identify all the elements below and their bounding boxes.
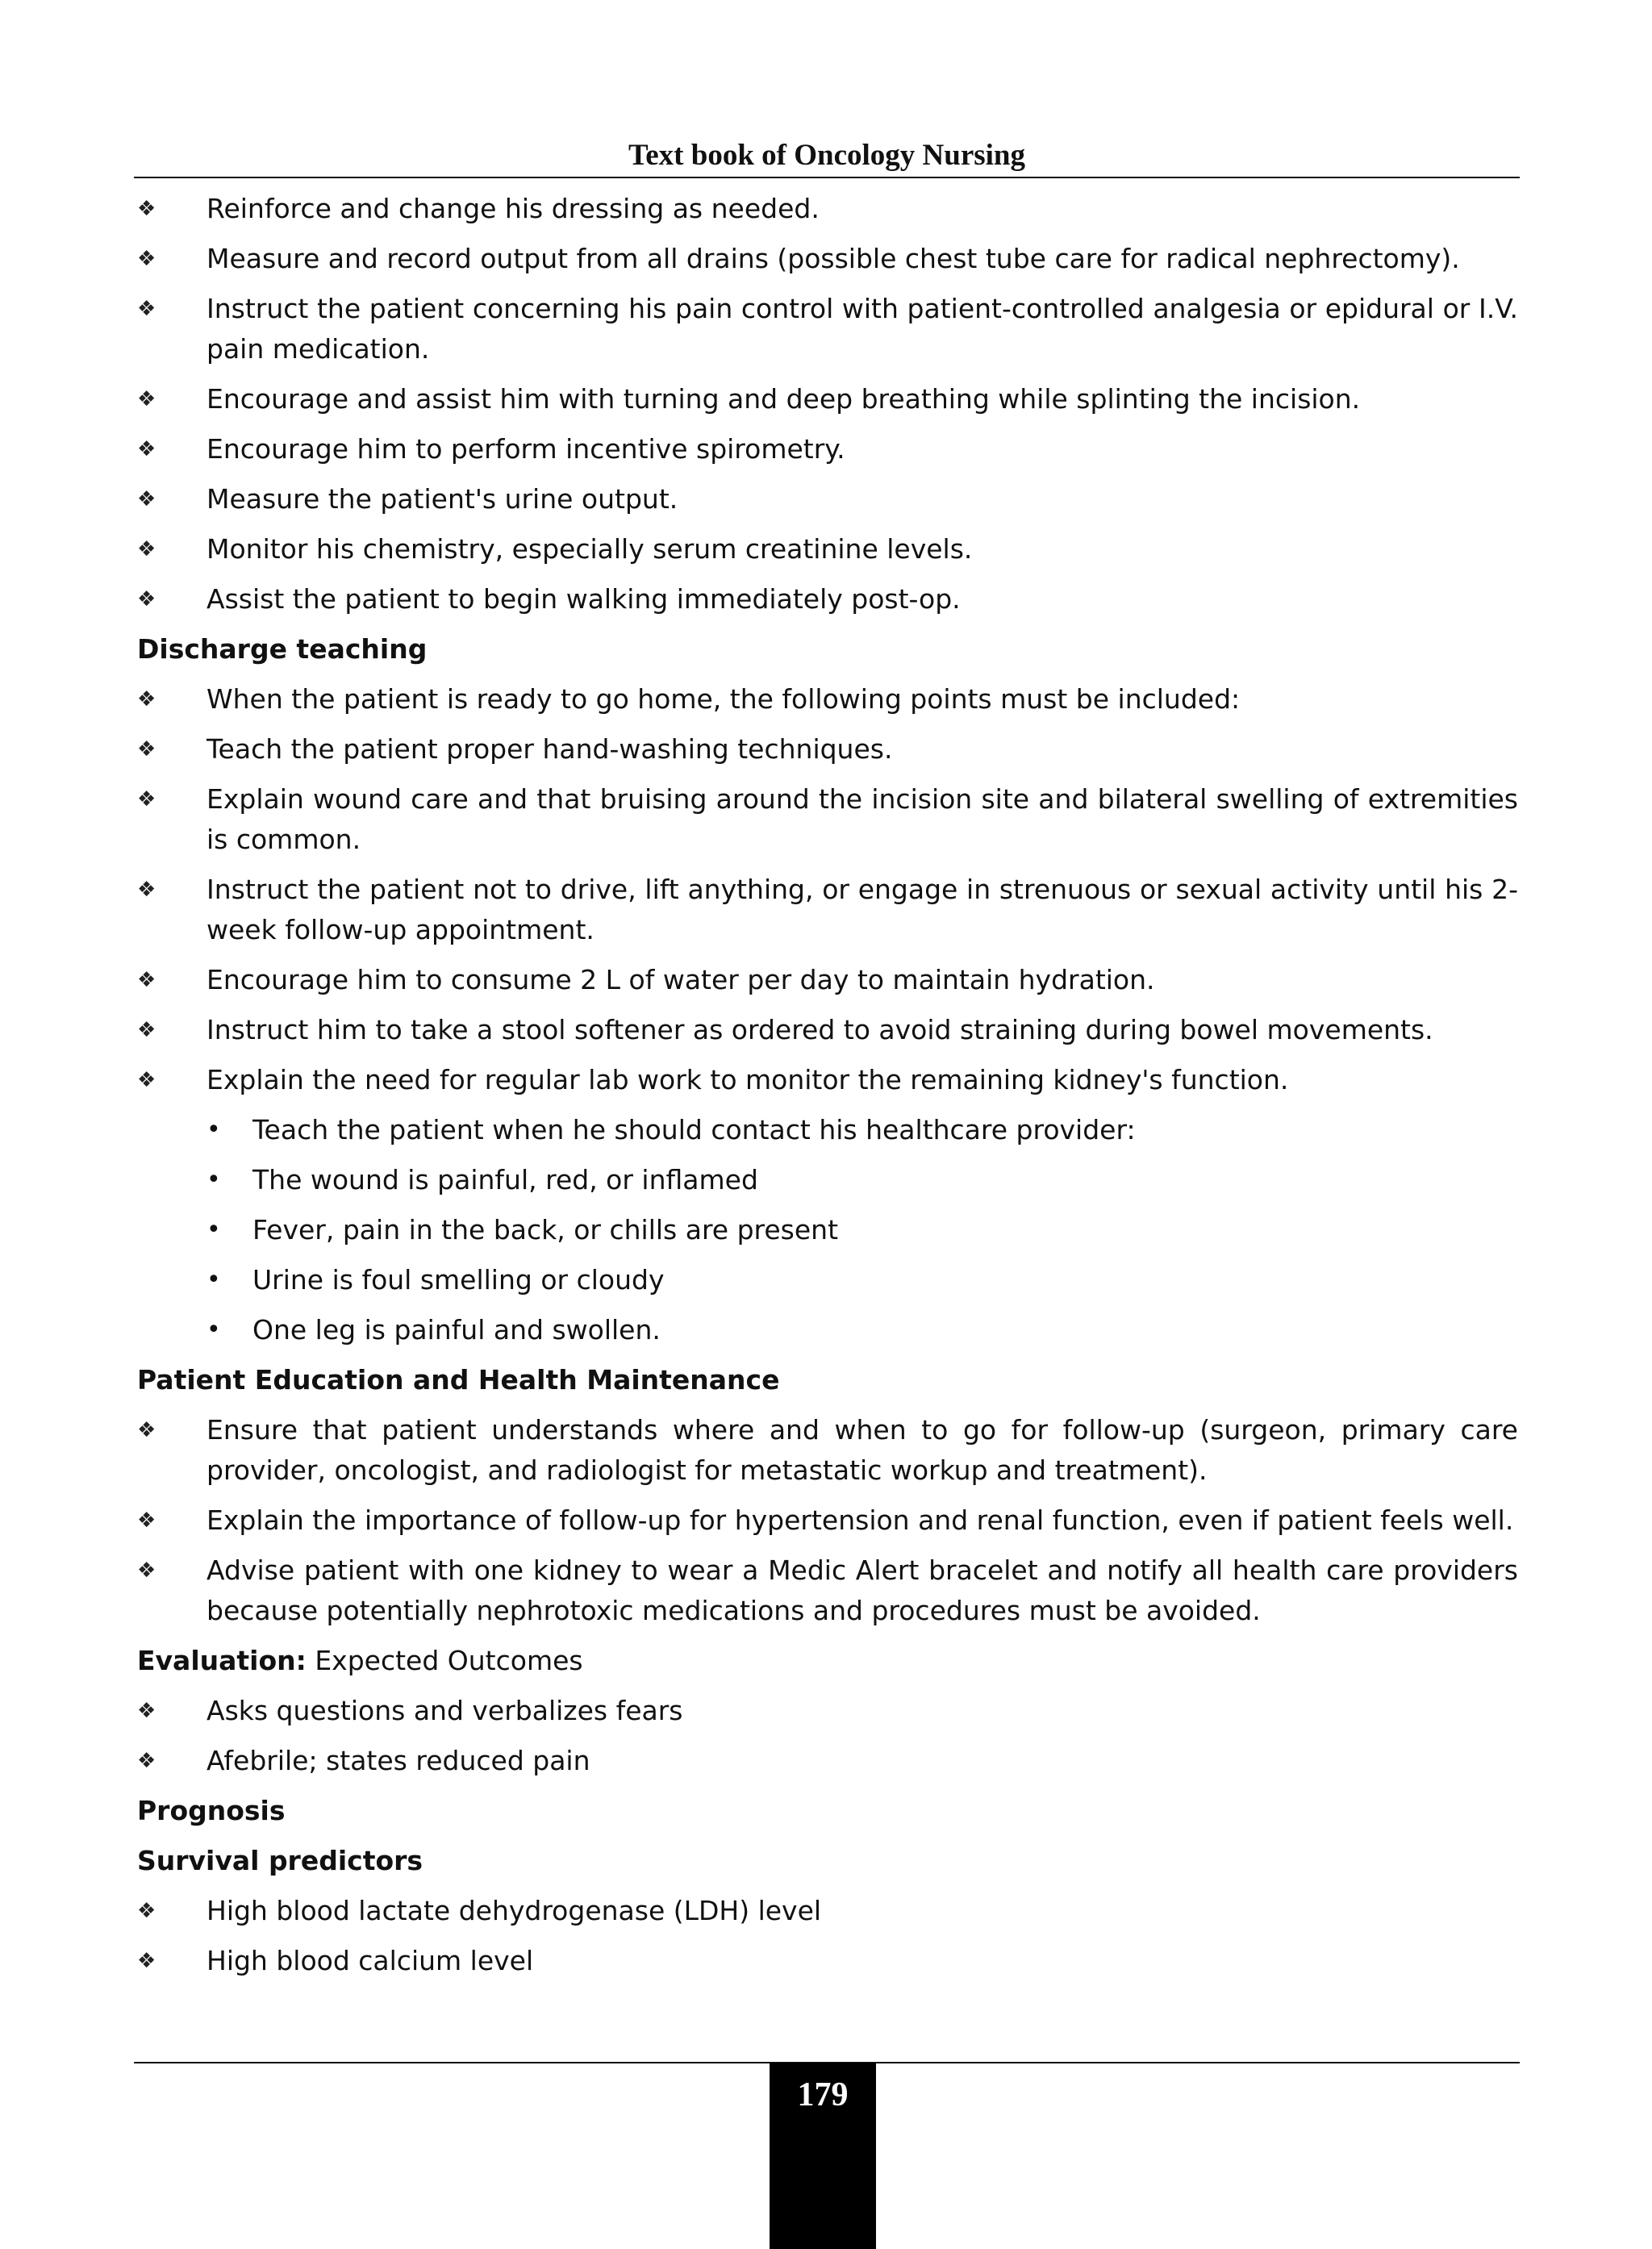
diamond-bullet-icon: ❖ xyxy=(137,487,156,511)
section-heading-evaluation: Evaluation: Expected Outcomes xyxy=(137,1645,583,1676)
diamond-bullet-icon: ❖ xyxy=(137,787,156,812)
list-item: ❖ Instruct the patient concerning his pain control with patient-controlled analgesia or epidural or I.V. pain medication. xyxy=(137,289,1518,369)
list-item: ❖ Teach the patient proper hand-washing techniques. xyxy=(137,729,1518,770)
sub-list-item: • The wound is painful, red, or inflamed xyxy=(137,1160,1518,1200)
evaluation-list xyxy=(137,1691,1518,1781)
diamond-bullet-icon: ❖ xyxy=(137,537,156,561)
diamond-bullet-icon: ❖ xyxy=(137,1749,156,1773)
list-item: ❖ Assist the patient to begin walking immediately post-op. xyxy=(137,579,1518,620)
page-body xyxy=(137,189,1518,1991)
discharge-sublist xyxy=(137,1110,1518,1350)
list-item: ❖ Monitor his chemistry, especially serum creatinine levels. xyxy=(137,529,1518,570)
list-item: ❖ Asks questions and verbalizes fears xyxy=(137,1691,1518,1731)
list-item: ❖ Ensure that patient understands where and when to go for follow-up (surgeon, primary care provider, oncologist, and radiologist for metastatic workup and treatment). xyxy=(137,1410,1518,1491)
dot-bullet-icon: • xyxy=(206,1316,221,1344)
diamond-bullet-icon: ❖ xyxy=(137,247,156,271)
diamond-bullet-icon: ❖ xyxy=(137,1949,156,1973)
list-item: ❖ When the patient is ready to go home, the following points must be included: xyxy=(137,679,1518,720)
survival-list xyxy=(137,1891,1518,1981)
dot-bullet-icon: • xyxy=(206,1166,221,1194)
header-rule xyxy=(134,177,1520,178)
page-number: 179 xyxy=(770,2063,876,2249)
diamond-bullet-icon: ❖ xyxy=(137,1018,156,1042)
running-header: Text book of Oncology Nursing xyxy=(628,139,1026,172)
discharge-list xyxy=(137,679,1518,1100)
diamond-bullet-icon: ❖ xyxy=(137,687,156,711)
section-heading-education: Patient Education and Health Maintenance xyxy=(137,1364,780,1396)
sub-list-item: • Fever, pain in the back, or chills are present xyxy=(137,1210,1518,1250)
list-item: ❖ Instruct him to take a stool softener as ordered to avoid straining during bowel movements. xyxy=(137,1010,1518,1050)
list-item: ❖ Measure and record output from all drains (possible chest tube care for radical nephrectomy). xyxy=(137,239,1518,279)
list-item: ❖ Encourage him to perform incentive spirometry. xyxy=(137,429,1518,469)
diamond-bullet-icon: ❖ xyxy=(137,1068,156,1092)
diamond-bullet-icon: ❖ xyxy=(137,437,156,461)
list-item: ❖ Explain the need for regular lab work to monitor the remaining kidney's function. xyxy=(137,1060,1518,1100)
list-item: ❖ Encourage him to consume 2 L of water per day to maintain hydration. xyxy=(137,960,1518,1000)
list-item: ❖ Advise patient with one kidney to wear a Medic Alert bracelet and notify all health care providers because potentially nephrotoxic medications and procedures must be avoided. xyxy=(137,1550,1518,1631)
section-heading-prognosis: Prognosis xyxy=(137,1795,286,1826)
diamond-bullet-icon: ❖ xyxy=(137,878,156,902)
list-item: ❖ Reinforce and change his dressing as needed. xyxy=(137,189,1518,229)
diamond-bullet-icon: ❖ xyxy=(137,1899,156,1923)
list-item: ❖ Explain wound care and that bruising around the incision site and bilateral swelling of extremities is common. xyxy=(137,779,1518,860)
sub-list-item: • Teach the patient when he should contact his healthcare provider: xyxy=(137,1110,1518,1150)
diamond-bullet-icon: ❖ xyxy=(137,1418,156,1442)
diamond-bullet-icon: ❖ xyxy=(137,968,156,992)
dot-bullet-icon: • xyxy=(206,1266,221,1294)
diamond-bullet-icon: ❖ xyxy=(137,387,156,411)
diamond-bullet-icon: ❖ xyxy=(137,1699,156,1723)
section-heading-survival: Survival predictors xyxy=(137,1845,423,1876)
dot-bullet-icon: • xyxy=(206,1216,221,1244)
intro-list xyxy=(137,189,1518,620)
list-item: ❖ Explain the importance of follow-up for hypertension and renal function, even if patient feels well. xyxy=(137,1500,1518,1541)
diamond-bullet-icon: ❖ xyxy=(137,1558,156,1583)
list-item: ❖ High blood lactate dehydrogenase (LDH) level xyxy=(137,1891,1518,1931)
diamond-bullet-icon: ❖ xyxy=(137,587,156,611)
list-item: ❖ Afebrile; states reduced pain xyxy=(137,1741,1518,1781)
section-heading-discharge: Discharge teaching xyxy=(137,633,428,665)
list-item: ❖ Encourage and assist him with turning and deep breathing while splinting the incision. xyxy=(137,379,1518,419)
diamond-bullet-icon: ❖ xyxy=(137,297,156,321)
list-item: ❖ High blood calcium level xyxy=(137,1941,1518,1981)
education-list xyxy=(137,1410,1518,1631)
diamond-bullet-icon: ❖ xyxy=(137,737,156,761)
sub-list-item: • Urine is foul smelling or cloudy xyxy=(137,1260,1518,1300)
diamond-bullet-icon: ❖ xyxy=(137,197,156,221)
list-item: ❖ Measure the patient's urine output. xyxy=(137,479,1518,519)
dot-bullet-icon: • xyxy=(206,1116,221,1144)
list-item: ❖ Instruct the patient not to drive, lift anything, or engage in strenuous or sexual activity until his 2-week follow-up appointment. xyxy=(137,870,1518,950)
diamond-bullet-icon: ❖ xyxy=(137,1508,156,1533)
sub-list-item: • One leg is painful and swollen. xyxy=(137,1310,1518,1350)
